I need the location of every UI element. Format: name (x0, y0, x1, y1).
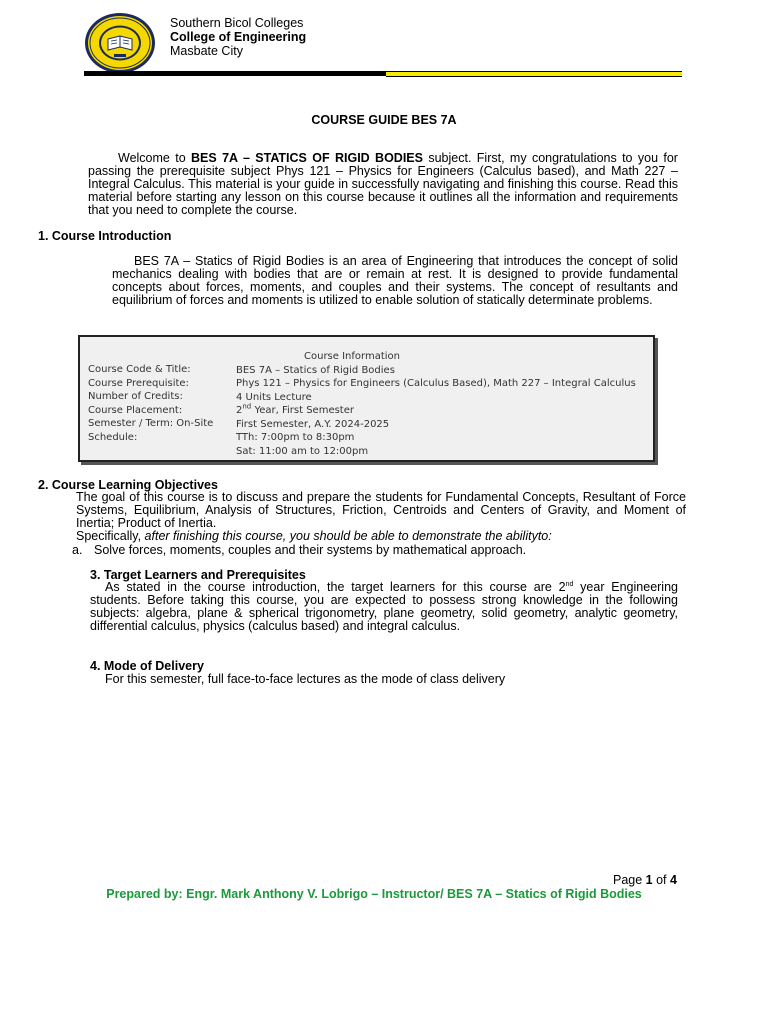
value-credits: 4 Units Lecture (236, 391, 312, 403)
document-title: COURSE GUIDE BES 7A (311, 113, 457, 127)
label-course-code: Course Code & Title: (88, 364, 191, 375)
header-rule-black (84, 71, 386, 76)
course-information-table (78, 335, 655, 462)
welcome-rest: subject. First, my congratulations to you for passing the prerequisite subject Phys 121 – Physics for Engineers (Calculus based), and Math 227 – Integral Calculus. This material is your guide in successfully navigating and finishing this course. Read this material before starting any lesson on this course because it outlines all the information and requirements that you need to complete the course. (88, 151, 678, 217)
label-placement: Course Placement: (88, 404, 183, 416)
value-semester: First Semester, A.Y. 2024-2025 (236, 418, 390, 430)
prepared-by-footer: Prepared by: Engr. Mark Anthony V. Lobrigo – Instructor/ BES 7A – Statics of Rigid Bodies (106, 887, 642, 901)
welcome-paragraph (88, 152, 678, 217)
section-heading-target-learners: 3. Target Learners and Prerequisites (90, 568, 306, 582)
label-semester-schedule: Semester / Term: On-Site Schedule: (88, 418, 214, 443)
city-name: Masbate City (170, 44, 243, 58)
section-heading-course-introduction: 1. Course Introduction (38, 229, 172, 243)
learning-objectives-paragraph (76, 491, 686, 543)
page-number (613, 873, 677, 887)
target-text-a: As stated in the course introduction, the target learners for this course are 2 (105, 580, 566, 594)
label-prerequisite: Course Prerequisite: (88, 377, 189, 389)
value-placement (236, 404, 656, 418)
section-heading-learning-objectives: 2. Course Learning Objectives (38, 478, 218, 492)
section-heading-mode-of-delivery: 4. Mode of Delivery (90, 659, 204, 673)
school-name: Southern Bicol Colleges (170, 16, 304, 30)
course-introduction-paragraph (112, 255, 678, 307)
letterhead (170, 16, 306, 58)
course-info-caption: Course Information (304, 351, 400, 362)
page-current: 1 (645, 873, 653, 887)
course-info-values (236, 350, 656, 458)
course-introduction-text: BES 7A – Statics of Rigid Bodies is an area of Engineering that introduces the concept of solid mechanics dealing with bodies that are or remain at rest. It is designed to provide fundamental concepts about forces, moments, and couples and their systems. The concept of resultants and equilibrium of forces and moments is utilized to enable solution of statically determinate problems. (112, 254, 678, 307)
objectives-specific-lead: Specifically, (76, 529, 145, 543)
mode-of-delivery-text: For this semester, full face-to-face lectures as the mode of class delivery (105, 672, 506, 686)
objectives-specific-italic: after finishing this course, you should be able to demonstrate the abilityto: (144, 529, 552, 543)
college-seal-icon (84, 12, 156, 74)
header-rule-yellow (386, 71, 682, 77)
placement-number: 2 (236, 405, 243, 416)
welcome-lead: Welcome to (118, 151, 192, 165)
label-credits: Number of Credits: (88, 391, 183, 402)
objective-letter: a. (72, 543, 83, 557)
page-total: 4 (670, 873, 677, 887)
value-schedule-sat: Sat: 11:00 am to 12:00pm (236, 445, 369, 457)
value-prerequisite: Phys 121 – Physics for Engineers (Calculus Based), Math 227 – Integral Calculus (236, 378, 636, 389)
value-course-code: BES 7A – Statics of Rigid Bodies (236, 364, 395, 376)
welcome-course: BES 7A – STATICS OF RIGID BODIES (191, 151, 423, 165)
value-schedule-tth: TTh: 7:00pm to 8:30pm (236, 432, 355, 443)
course-info-labels (88, 363, 228, 444)
objective-item (72, 543, 526, 557)
target-suffix: nd (565, 580, 574, 588)
target-learners-paragraph (90, 581, 678, 633)
placement-text: Year, First Semester (251, 405, 354, 416)
objectives-text: The goal of this course is to discuss and prepare the students for Fundamental Concepts, Resultant of Force Systems, Equilibrium, Analysis of Structures, Friction, Centroids and Centers of Gravity, and Moment of Inertia; Product of Inertia. (76, 490, 686, 530)
objective-text: Solve forces, moments, couples and their systems by mathematical approach. (94, 543, 527, 557)
page-label: Page (613, 873, 646, 887)
target-text-b: year Engineering students. Before taking this course, you are expected to possess strong knowledge in the following subjects: algebra, plane & spherical trigonometry, plane geometry, solid geometry, analytic geometry, differential calculus, physics (calculus based) and integral calculus. (90, 580, 678, 633)
page-of: of (652, 873, 670, 887)
placement-suffix: nd (242, 402, 252, 411)
college-name: College of Engineering (170, 30, 307, 44)
